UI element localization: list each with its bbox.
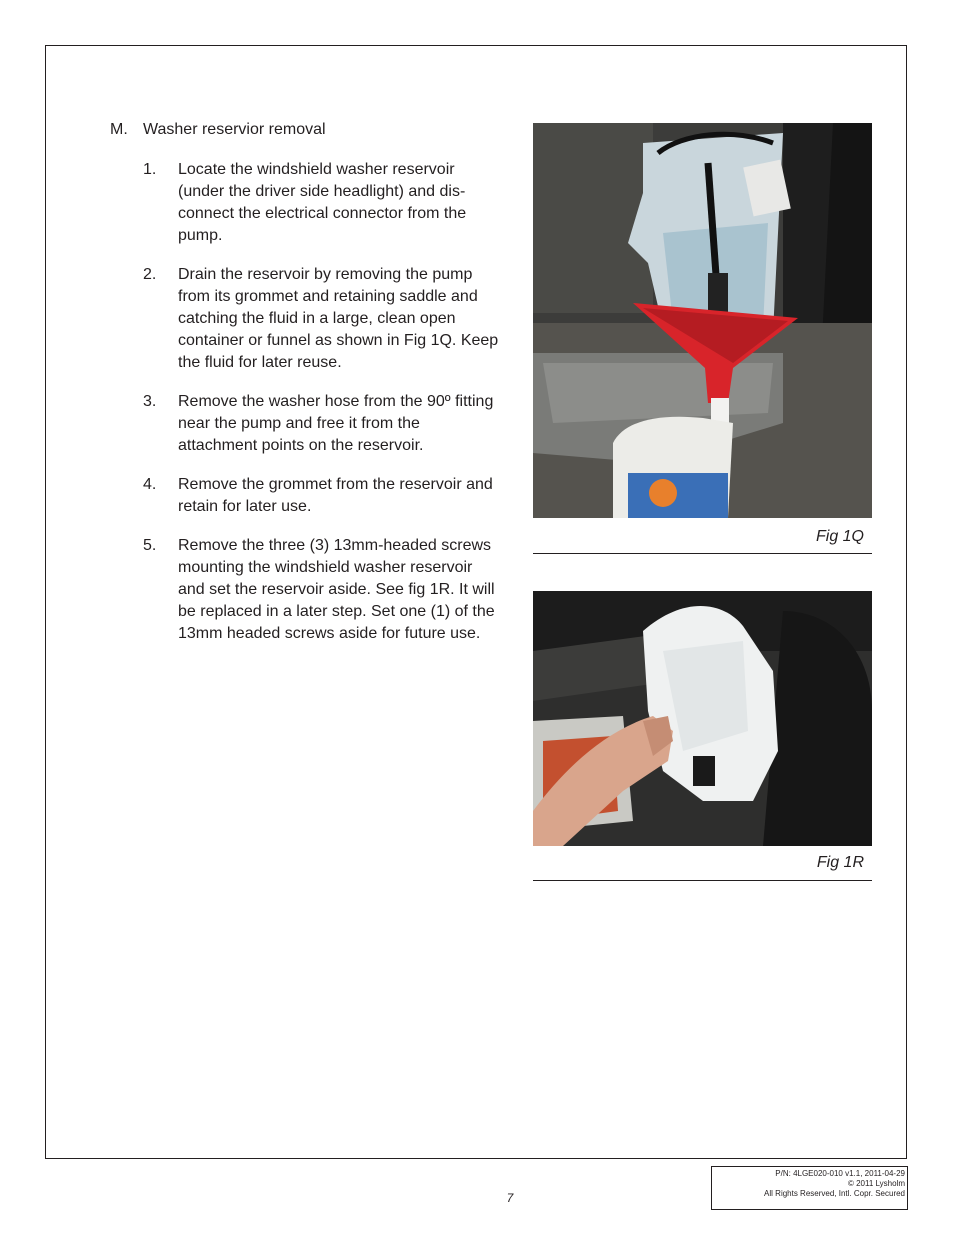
step-3 bbox=[143, 391, 503, 457]
copyright: © 2011 Lysholm bbox=[847, 1179, 905, 1188]
figure-1r-illustration bbox=[533, 591, 872, 846]
section-heading bbox=[110, 119, 326, 140]
part-number: P/N: 4LGE020-010 v1.1, 2011-04-29 bbox=[775, 1169, 905, 1178]
footer-legal-box bbox=[711, 1166, 908, 1210]
step-list bbox=[143, 159, 503, 662]
figure-1r-caption: Fig 1R bbox=[816, 854, 864, 871]
step-text: Remove the washer hose from the 90º fitting near the pump and free it from the attachment points on the reservoir. bbox=[178, 393, 494, 454]
step-number: 1. bbox=[143, 161, 157, 178]
figure-1r-rule bbox=[533, 880, 872, 881]
step-text: Locate the windshield washer reservoir (under the driver side headlight) and dis-connect the electrical connector from the pump. bbox=[178, 161, 467, 244]
step-4 bbox=[143, 474, 503, 518]
page-number: 7 bbox=[506, 1191, 514, 1205]
step-number: 2. bbox=[143, 266, 157, 283]
step-number: 5. bbox=[143, 537, 157, 554]
figure-1q-photo bbox=[533, 123, 872, 518]
step-number: 3. bbox=[143, 393, 157, 410]
step-text: Remove the three (3) 13mm-headed screws mounting the windshield washer reservoir and set the reservoir aside. See fig 1R. It will be replaced in a later step. Set one (1) of the 13mm headed screws aside for future use. bbox=[178, 537, 495, 642]
step-text: Remove the grommet from the reservoir and retain for later use. bbox=[178, 476, 493, 515]
figure-1q-rule bbox=[533, 553, 872, 554]
figure-1q-illustration bbox=[533, 123, 872, 518]
figure-1r-photo bbox=[533, 591, 872, 846]
section-title: Washer reservior removal bbox=[143, 121, 326, 138]
step-number: 4. bbox=[143, 476, 157, 493]
step-5 bbox=[143, 535, 503, 645]
step-text: Drain the reservoir by removing the pump from its grommet and retaining saddle and catching the fluid in a large, clean open container or funnel as shown in Fig 1Q. Keep the fluid for later reuse. bbox=[178, 266, 499, 371]
section-letter: M. bbox=[110, 121, 128, 138]
figure-1q-caption: Fig 1Q bbox=[815, 528, 864, 545]
step-2 bbox=[143, 264, 503, 374]
rights-statement: All Rights Reserved, Intl. Copr. Secured bbox=[764, 1189, 905, 1198]
step-1 bbox=[143, 159, 503, 247]
